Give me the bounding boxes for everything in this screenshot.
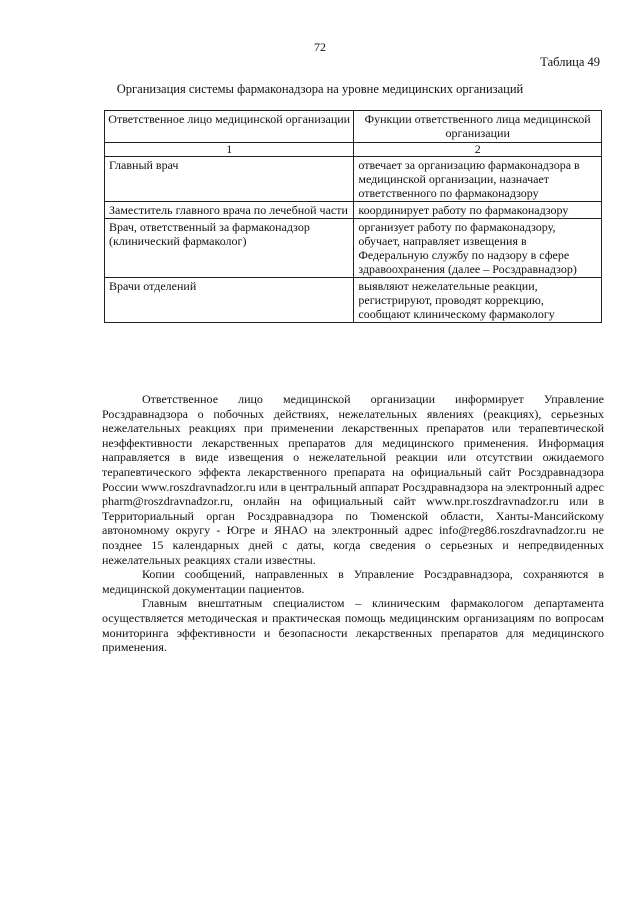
function-cell: организует работу по фармаконадзору, обучает, направляет извещения в Федеральную службу по надзору в сфере здравоохранения (далее – Росздравнадзор) <box>354 219 602 278</box>
table-title: Организация системы фармаконадзора на уровне медицинских организаций <box>116 82 524 96</box>
paragraph: Ответственное лицо медицинской организации информирует Управление Росздравнадзора о побочных действиях, нежелательных явлениях (реакциях), серьезных нежелательных реакциях при применении лекарственных препаратов или терапевтической неэффективности лекарственных препаратов для медицинского применения. Информация направляется в виде извещения о нежелательной реакции или отсутствии ожидаемого терапевтического эффекта лекарственного препарата на официальный сайт Росздравнадзора России www.roszdravnadzor.ru или в центральный аппарат Росздравнадзора на электронный адрес pharm@roszdravnadzor.ru, онлайн на официальный сайт www.npr.roszdravnadzor.ru или в Территориальный орган Росздравнадзора по Тюменской области, Ханты-Мансийскому автономному округу - Югре и ЯНАО на электронный адрес info@reg86.roszdravnadzor.ru не позднее 15 календарных дней с даты, когда сведения о серьезных и непредвиденных нежелательных реакциях стали известны. <box>102 392 604 567</box>
person-cell: Заместитель главного врача по лечебной части <box>105 202 354 219</box>
table-row <box>105 219 602 278</box>
body-text <box>102 392 604 655</box>
paragraph: Копии сообщений, направленных в Управление Росздравнадзора, сохраняются в медицинской документации пациентов. <box>102 567 604 596</box>
column-number-cell: 2 <box>354 143 602 157</box>
person-cell: Главный врач <box>105 157 354 202</box>
function-cell: координирует работу по фармаконадзору <box>354 202 602 219</box>
column-number-cell: 1 <box>105 143 354 157</box>
table-label: Таблица 49 <box>540 55 600 69</box>
pharmacovigilance-table <box>104 110 602 323</box>
table-row <box>105 278 602 323</box>
page-number: 72 <box>314 40 326 54</box>
table-row <box>105 157 602 202</box>
table-row <box>105 202 602 219</box>
function-cell: выявляют нежелательные реакции, регистрируют, проводят коррекцию, сообщают клиническому фармакологу <box>354 278 602 323</box>
function-cell: отвечает за организацию фармаконадзора в медицинской организации, назначает ответственного по фармаконадзору <box>354 157 602 202</box>
column-number-row <box>105 143 602 157</box>
table-header-cell: Функции ответственного лица медицинской организации <box>354 111 602 143</box>
paragraph: Главным внештатным специалистом – клиническим фармакологом департамента осуществляется методическая и практическая помощь медицинским организациям по вопросам мониторинга эффективности и безопасности лекарственных препаратов для медицинского применения. <box>102 596 604 655</box>
person-cell: Врачи отделений <box>105 278 354 323</box>
person-cell: Врач, ответственный за фармаконадзор (клинический фармаколог) <box>105 219 354 278</box>
table-header-row <box>105 111 602 143</box>
table-header-cell: Ответственное лицо медицинской организации <box>105 111 354 143</box>
